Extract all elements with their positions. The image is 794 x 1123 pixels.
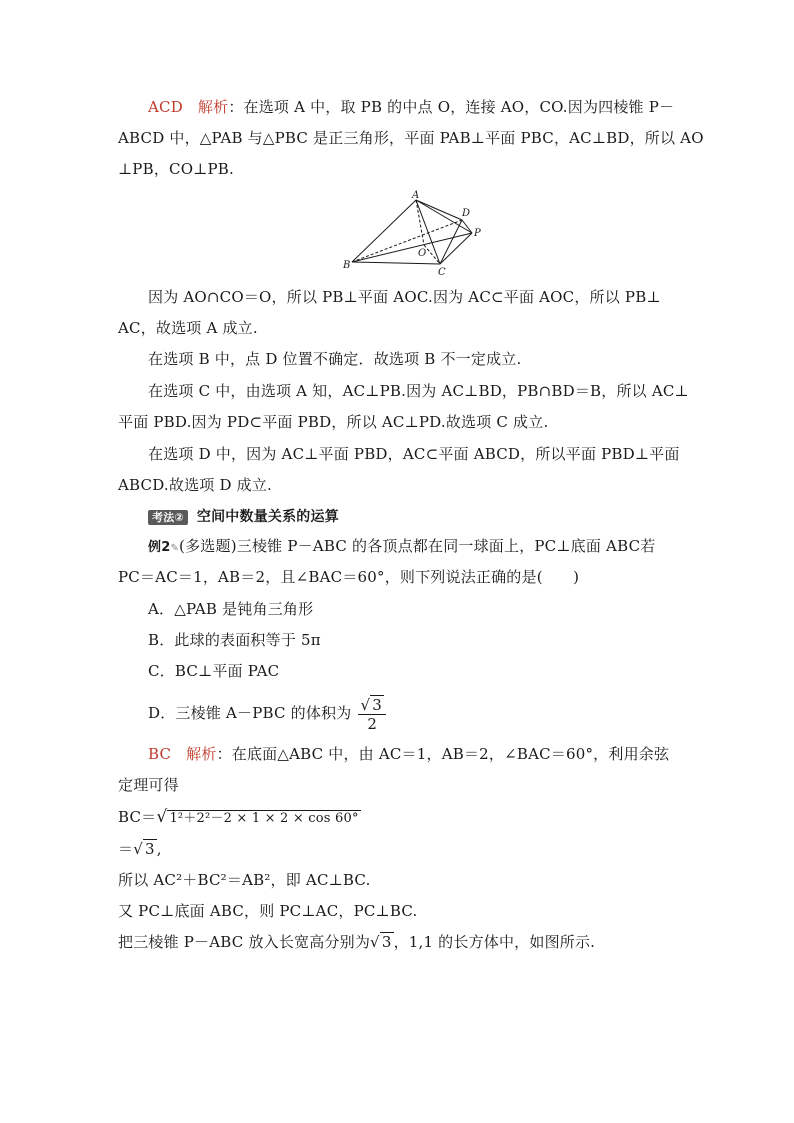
section-title: 空间中数量关系的运算 (196, 509, 339, 525)
label-p: P (474, 228, 481, 239)
example-tag: 例2 (148, 540, 171, 555)
label-a: A (412, 190, 420, 201)
analysis-label: 解析 (186, 745, 217, 763)
solution-line-5: 所以 AC²＋BC²＝AB²，即 AC⊥BC. (118, 871, 371, 889)
solution-line-2: 定理可得 (118, 776, 179, 794)
label-o: O (418, 248, 427, 259)
edge-dp (462, 220, 472, 233)
para-1-line-1 (148, 96, 674, 118)
label-c: C (438, 267, 446, 278)
option-a: A．△PAB 是钝角三角形 (148, 600, 314, 618)
solution-line-6: 又 PC⊥底面 ABC，则 PC⊥AC，PC⊥BC. (118, 902, 418, 920)
pencil-icon: ✎ (170, 543, 180, 554)
para-2-line-2: AC，故选项 A 成立. (118, 319, 258, 337)
fraction: $\frac{√ 3}{2}$ (358, 696, 386, 733)
option-b: B．此球的表面积等于 5π (148, 631, 321, 649)
solution-line-1: BC 解析：在底面△ABC 中，由 AC＝1，AB＝2，∠BAC＝60°，利用余弦 (148, 745, 670, 763)
solution-formula: BC＝√ 1²＋2²－2 × 1 × 2 × cos 60° (118, 807, 359, 827)
option-c: C．BC⊥平面 PAC (148, 662, 280, 680)
answer-label: ACD (148, 98, 183, 116)
para-1-line-2: ABCD 中，△PAB 与△PBC 是正三角形，平面 PAB⊥平面 PBC，AC⊥BD，所以 AO (118, 129, 704, 147)
analysis-label: 解析 (197, 98, 229, 116)
solution-line-7: 把三棱锥 P－ABC 放入长宽高分别为√ 3 ，1,1 的长方体中，如图所示. (118, 933, 596, 951)
option-d: D．三棱锥 A－PBC 的体积为 $\frac{√ 3}{2}$ (148, 693, 386, 733)
edge-pc (440, 233, 472, 264)
sqrt-symbol: √ (360, 695, 371, 714)
example-line-2: PC＝AC＝1，AB＝2，且∠BAC＝60°，则下列说法正确的是( ) (118, 568, 580, 586)
para-4-line-2: 平面 PBD.因为 PD⊂平面 PBD，所以 AC⊥PD.故选项 C 成立. (118, 413, 549, 431)
edge-bc (352, 262, 440, 264)
para-5-line-2: ABCD.故选项 D 成立. (118, 476, 273, 494)
section-tag: 考法② (148, 510, 188, 525)
edge-oc (424, 245, 440, 264)
pyramid-figure (340, 188, 490, 280)
example-line-1: 例2✎(多选题)三棱锥 P－ABC 的各顶点都在同一球面上，PC⊥底面 ABC若 (148, 537, 656, 555)
text: ：在选项 A 中，取 PB 的中点 O，连接 AO，CO.因为四棱锥 P－ (228, 98, 675, 116)
label-d: D (462, 208, 471, 219)
para-3: 在选项 B 中，点 D 位置不确定．故选项 B 不一定成立. (148, 350, 522, 368)
edge-dc (440, 220, 462, 264)
para-1-line-3: ⊥PB，CO⊥PB. (118, 160, 234, 178)
solution-result: ＝√ 3 , (118, 840, 162, 858)
label-b: B (343, 260, 351, 271)
section-heading (148, 505, 339, 528)
para-4-line-1: 在选项 C 中，由选项 A 知，AC⊥PB.因为 AC⊥BD，PB∩BD＝B，所以 AC⊥ (148, 382, 689, 400)
para-5-line-1: 在选项 D 中，因为 AC⊥平面 PBD，AC⊂平面 ABCD，所以平面 PBD⊥平面 (148, 445, 680, 463)
edge-ao (416, 200, 424, 245)
para-2-line-1: 因为 AO∩CO＝O，所以 PB⊥平面 AOC.因为 AC⊂平面 AOC，所以 PB⊥ (148, 288, 661, 306)
edge-ab (352, 200, 416, 262)
answer-label: BC (148, 745, 172, 763)
edge-bd (352, 220, 462, 262)
edge-bp (352, 233, 472, 262)
